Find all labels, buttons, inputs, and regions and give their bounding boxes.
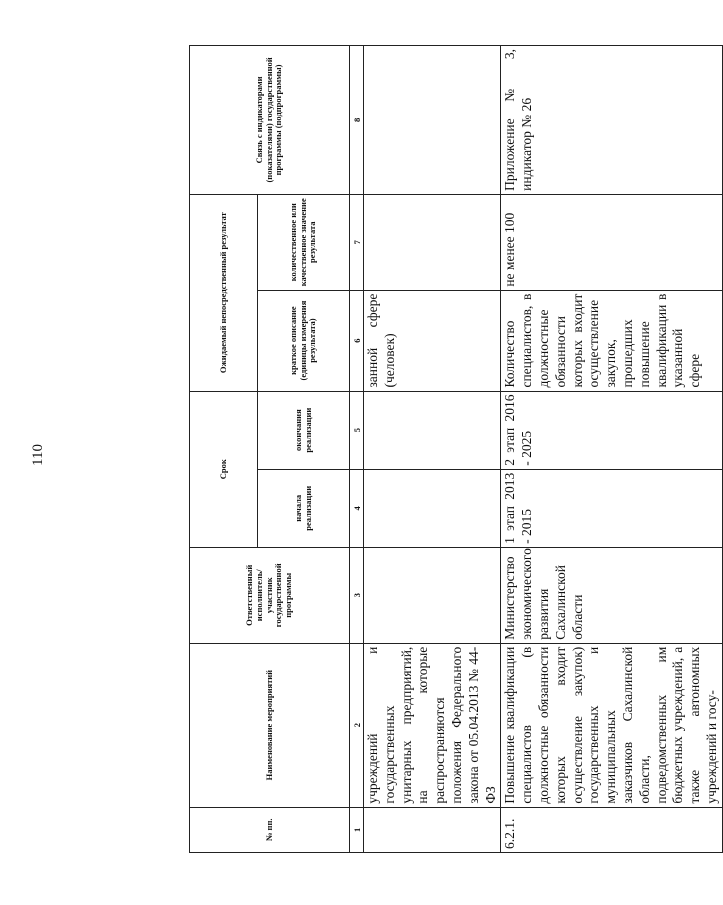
column-number: 7 bbox=[350, 194, 364, 290]
row-value: не менее 100 bbox=[501, 194, 722, 290]
cont-value bbox=[364, 194, 501, 290]
column-number: 6 bbox=[350, 290, 364, 391]
cont-name: учреждений и государственных унитарных предприятий, на которые распространяются положения Федерального закона от 05.04.2013 № 44-ФЗ bbox=[364, 643, 501, 807]
header-term-start: начала реализации bbox=[258, 469, 350, 547]
row-end: 2 этап 2016 - 2025 bbox=[501, 391, 722, 469]
row-link: Приложение № 3, индикатор № 26 bbox=[501, 46, 722, 195]
header-row-1 bbox=[190, 46, 258, 853]
row-executor: Министерство экономического развития Сахалинской области bbox=[501, 547, 722, 643]
column-number: 4 bbox=[350, 469, 364, 547]
rotated-table-container bbox=[189, 45, 719, 853]
header-term: Срок bbox=[190, 391, 258, 547]
continuation-row bbox=[364, 46, 501, 853]
column-number-row bbox=[350, 46, 364, 853]
header-name: Наименование мероприятий bbox=[190, 643, 350, 807]
page-number bbox=[30, 438, 44, 468]
row-desc: Количество специалистов, в должностные обязанности которых входит осуществление закупок, прошедших повышение квалификации в указанной сфере bbox=[501, 290, 722, 391]
column-number: 3 bbox=[350, 547, 364, 643]
row-num: 6.2.1. bbox=[501, 807, 722, 852]
column-number: 2 bbox=[350, 643, 364, 807]
row-start: 1 этап 2013 - 2015 bbox=[501, 469, 722, 547]
header-link: Связь с индикаторами (показателями) государственной программы (подпрограммы) bbox=[190, 46, 350, 195]
cont-num bbox=[364, 807, 501, 852]
header-term-end: окончания реализации bbox=[258, 391, 350, 469]
header-result: Ожидаемый непосредственный результат bbox=[190, 194, 258, 391]
header-result-value: количественное или качественное значение результата bbox=[258, 194, 350, 290]
cont-link bbox=[364, 46, 501, 195]
header-num: № пп. bbox=[190, 807, 350, 852]
header-result-desc: краткое описание (единицы измерения результата) bbox=[258, 290, 350, 391]
cont-executor bbox=[364, 547, 501, 643]
cont-desc: занной сфере (человек) bbox=[364, 290, 501, 391]
row-name: Повышение квалификации специалистов (в должностные обязанности которых входит осуществление закупок) государственных и муниципальных заказчиков Сахалинской области, подведомственных им бюджетных учреждений, а также автономных учреждений и госу- bbox=[501, 643, 722, 807]
column-number: 1 bbox=[350, 807, 364, 852]
column-number: 5 bbox=[350, 391, 364, 469]
measures-table bbox=[189, 45, 723, 853]
table-row-6-2-1 bbox=[501, 46, 722, 853]
header-executor: Ответственный исполнитель/ участник государственной программы bbox=[190, 547, 350, 643]
cont-start bbox=[364, 469, 501, 547]
page-number-text: 110 bbox=[30, 444, 46, 466]
column-number: 8 bbox=[350, 46, 364, 195]
cont-end bbox=[364, 391, 501, 469]
